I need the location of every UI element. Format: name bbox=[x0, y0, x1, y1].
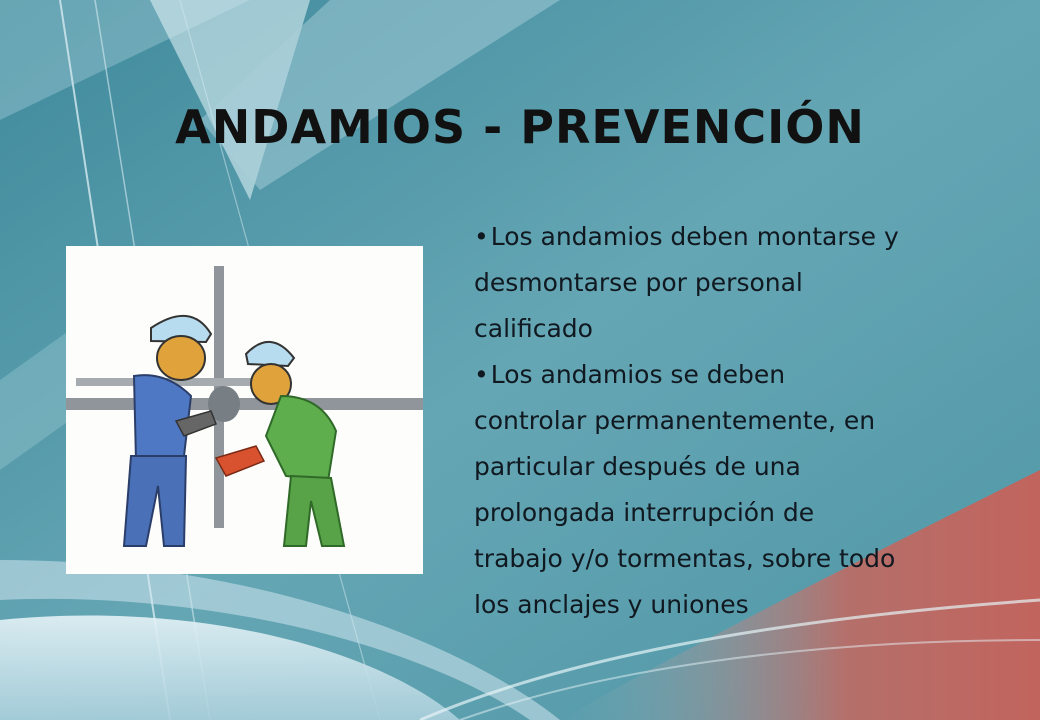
bullet-item bbox=[474, 214, 904, 352]
bullet-text: Los andamios deben montarse y desmontarse por personal calificado bbox=[474, 222, 899, 343]
bullet-text: Los andamios se deben controlar permanentemente, en particular después de una prolongada interrupción de trabajo y/o tormentas, sobre todo los anclajes y uniones bbox=[474, 360, 896, 619]
bullet-symbol: • bbox=[474, 222, 489, 251]
slide-title: ANDAMIOS - PREVENCIÓN bbox=[175, 100, 865, 154]
bullet-list bbox=[474, 214, 904, 628]
bullet-item bbox=[474, 352, 904, 628]
bullet-symbol: • bbox=[474, 360, 489, 389]
scaffold-workers-illustration bbox=[66, 246, 423, 574]
